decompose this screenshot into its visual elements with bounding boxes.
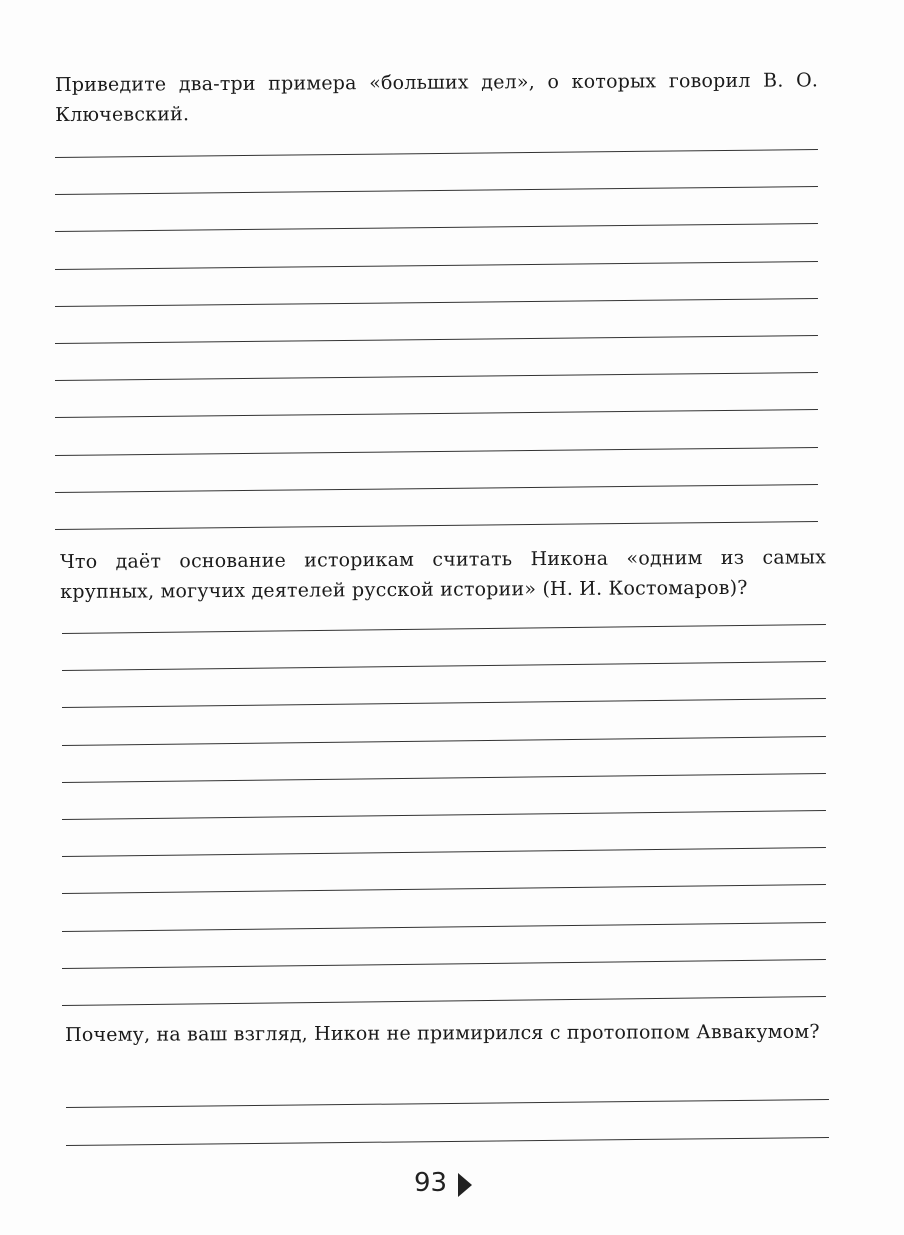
answer-line[interactable] bbox=[62, 884, 826, 894]
answer-line[interactable] bbox=[66, 1137, 829, 1146]
answer-line[interactable] bbox=[62, 773, 826, 783]
answer-line[interactable] bbox=[55, 335, 818, 344]
triangle-right-icon bbox=[458, 1173, 472, 1197]
answer-line[interactable] bbox=[62, 661, 826, 671]
answer-line[interactable] bbox=[55, 409, 818, 418]
answer-line[interactable] bbox=[55, 521, 818, 530]
answer-line[interactable] bbox=[55, 149, 818, 158]
answer-line[interactable] bbox=[66, 1099, 829, 1108]
answer-line[interactable] bbox=[62, 624, 826, 634]
answer-line[interactable] bbox=[62, 736, 826, 746]
answer-line[interactable] bbox=[55, 447, 818, 456]
page-number: 93 bbox=[414, 1168, 448, 1198]
answer-line[interactable] bbox=[55, 261, 818, 270]
question-2-text: Что даёт основание историкам считать Никона «одним из самых крупных, могучих деятелей русской истории» (Н. И. Костомаров)? bbox=[60, 546, 827, 603]
answer-line[interactable] bbox=[55, 372, 818, 381]
answer-line[interactable] bbox=[62, 996, 826, 1006]
answer-line[interactable] bbox=[55, 223, 818, 232]
answer-line[interactable] bbox=[62, 959, 826, 969]
answer-line[interactable] bbox=[62, 810, 826, 820]
answer-line[interactable] bbox=[55, 186, 818, 195]
question-3-text: Почему, на ваш взгляд, Никон не примирился с протопопом Аввакумом? bbox=[65, 1020, 820, 1046]
answer-line[interactable] bbox=[55, 298, 818, 307]
answer-line[interactable] bbox=[55, 484, 818, 493]
answer-line[interactable] bbox=[62, 698, 826, 708]
question-1-text: Приведите два-три примера «больших дел», о которых говорил В. О. Ключевский. bbox=[55, 69, 819, 126]
answer-line[interactable] bbox=[62, 847, 826, 857]
answer-line[interactable] bbox=[62, 922, 826, 932]
